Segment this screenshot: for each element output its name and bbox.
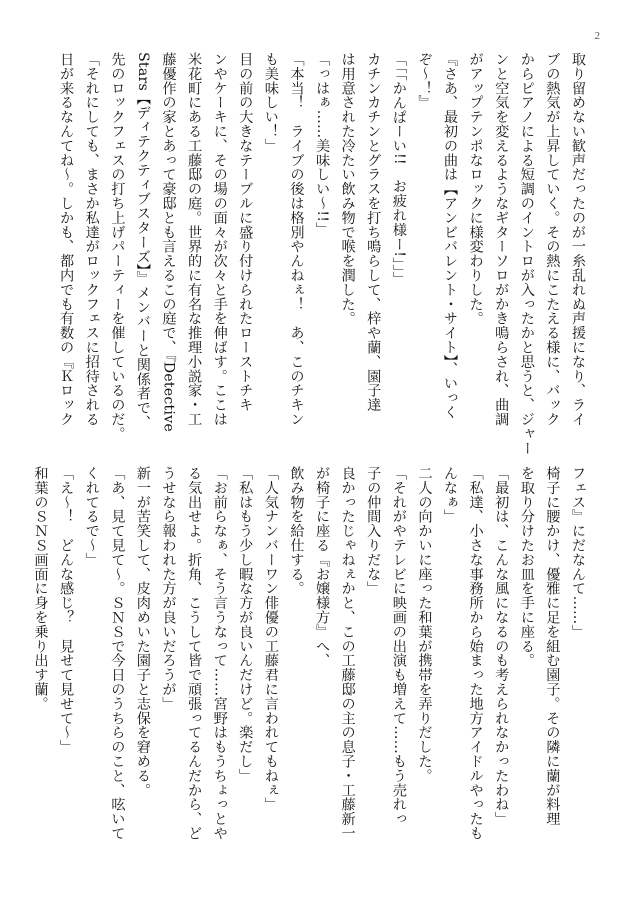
text-line: 和葉のＳＮＳ画面に身を乗り出す蘭。 — [32, 466, 49, 711]
text-line: も美味しい！」 — [262, 52, 279, 153]
text-line: ブの熱気が上昇していく。その熱にこたえる様に、バック — [544, 52, 561, 427]
text-line: ぞ～！』 — [416, 52, 433, 110]
text-line: 目の前の大きなテーブルに盛り付けられたローストチキ — [237, 52, 254, 412]
text-line: カチンカチンとグラスを打ち鳴らして、梓や蘭、園子達 — [365, 52, 382, 412]
text-line: が椅子に座る『お嬢様方』へ、 — [314, 466, 331, 668]
text-line: 良かったじゃねぇかと、この工藤邸の主の息子・工藤新一 — [339, 466, 356, 841]
text-line: ンやケーキに、その場の面々が次々と手を伸ばす。ここは — [211, 52, 228, 427]
text-line: からピアノによる短調のイントロが入ったかと思うと、ジャー — [518, 52, 535, 456]
text-line: 「私達、小さな事務所から始まった地方アイドルやったも — [467, 466, 484, 841]
text-line: 「あ、見て見て～。ＳＮＳで今日のうちらのこと、呟いて — [109, 466, 126, 841]
text-line: 「人気ナンバーワン俳優の工藤君に言われてもねぇ」 — [262, 466, 279, 812]
text-block-top — [58, 52, 590, 456]
text-line: 飲み物を給仕する。 — [288, 466, 305, 596]
text-line: 米花町にある工藤邸の庭。世界的に有名な推理小説家・工 — [186, 52, 203, 427]
page-number: 2 — [594, 30, 600, 42]
text-line: 二人の向かいに座った和葉が携帯を弄りだした。 — [416, 466, 433, 783]
text-line: 「っはぁ……美味しい～!!」 — [314, 52, 331, 237]
text-line: 日が来るなんてね～。しかも、都内でも有数の『Ｋロック — [58, 52, 75, 427]
text-line: くれてるで～」 — [83, 466, 100, 567]
text-line: 子の仲間入りだな」 — [365, 466, 382, 596]
text-line: 「それがやテレビに映画の出演も増えて……もう売れっ — [390, 466, 407, 826]
text-line: る気出せよ。折角、こうして皆で頑張ってるんだから、ど — [186, 466, 203, 841]
text-line: 取り留めない歓声だったのが一糸乱れぬ声援になり、ライ — [570, 52, 586, 427]
text-line: 「私はもう少し暇な方が良いんだけど。楽だし」 — [237, 466, 254, 783]
text-line: を取り分けたお皿を手に座る。 — [518, 466, 535, 668]
text-line: がアップテンポなロックに様変わりした。 — [467, 52, 484, 326]
text-line: 「「「かんぱーい!! お疲れ様ー!」」」 — [390, 52, 407, 287]
text-block-bottom — [32, 466, 590, 846]
text-line: 「最初は、こんな風になるのも考えられなかったわね」 — [493, 466, 510, 826]
text-line: 椅子に腰かけ、優雅に足を組む園子。その隣に蘭が料理 — [544, 466, 561, 826]
text-line: 新一が苦笑して、皮肉めいた園子と志保を窘める。 — [134, 466, 151, 798]
text-line: うせなら報われた方が良いだろうが」 — [160, 466, 177, 711]
text-line: 「それにしても、まさか私達がロックフェスに招待される — [83, 52, 100, 427]
text-line: んなぁ」 — [442, 466, 459, 524]
text-line: は用意された冷たい飲み物で喉を潤した。 — [339, 52, 356, 326]
text-line: フェス』にだなんて……」 — [570, 466, 586, 639]
text-line: 先のロックフェスの打ち上げパーティーを催しているのだ。 — [109, 52, 126, 441]
text-line: ンと空気を変えるようなギターソロがかき鳴らされ、曲調 — [493, 52, 510, 427]
text-line: 『さあ、最初の曲は【アンビバレント・サイト】、いっく — [442, 52, 459, 420]
text-line: 「本当！ ライブの後は格別やんねぇ！ あ、このチキン — [288, 52, 305, 427]
text-line: 「え～！ どんな感じ？ 見せて見せて～」 — [58, 466, 75, 754]
text-line: 藤優作の家とあって豪邸とも言えるこの庭で、『Detective — [160, 52, 177, 432]
text-line: 「お前らなぁ、そう言うなって……宮野はもうちょっとや — [211, 466, 228, 841]
text-line: Stars【ディテクティブスターズ】』メンバーと関係者で、 — [134, 52, 151, 430]
